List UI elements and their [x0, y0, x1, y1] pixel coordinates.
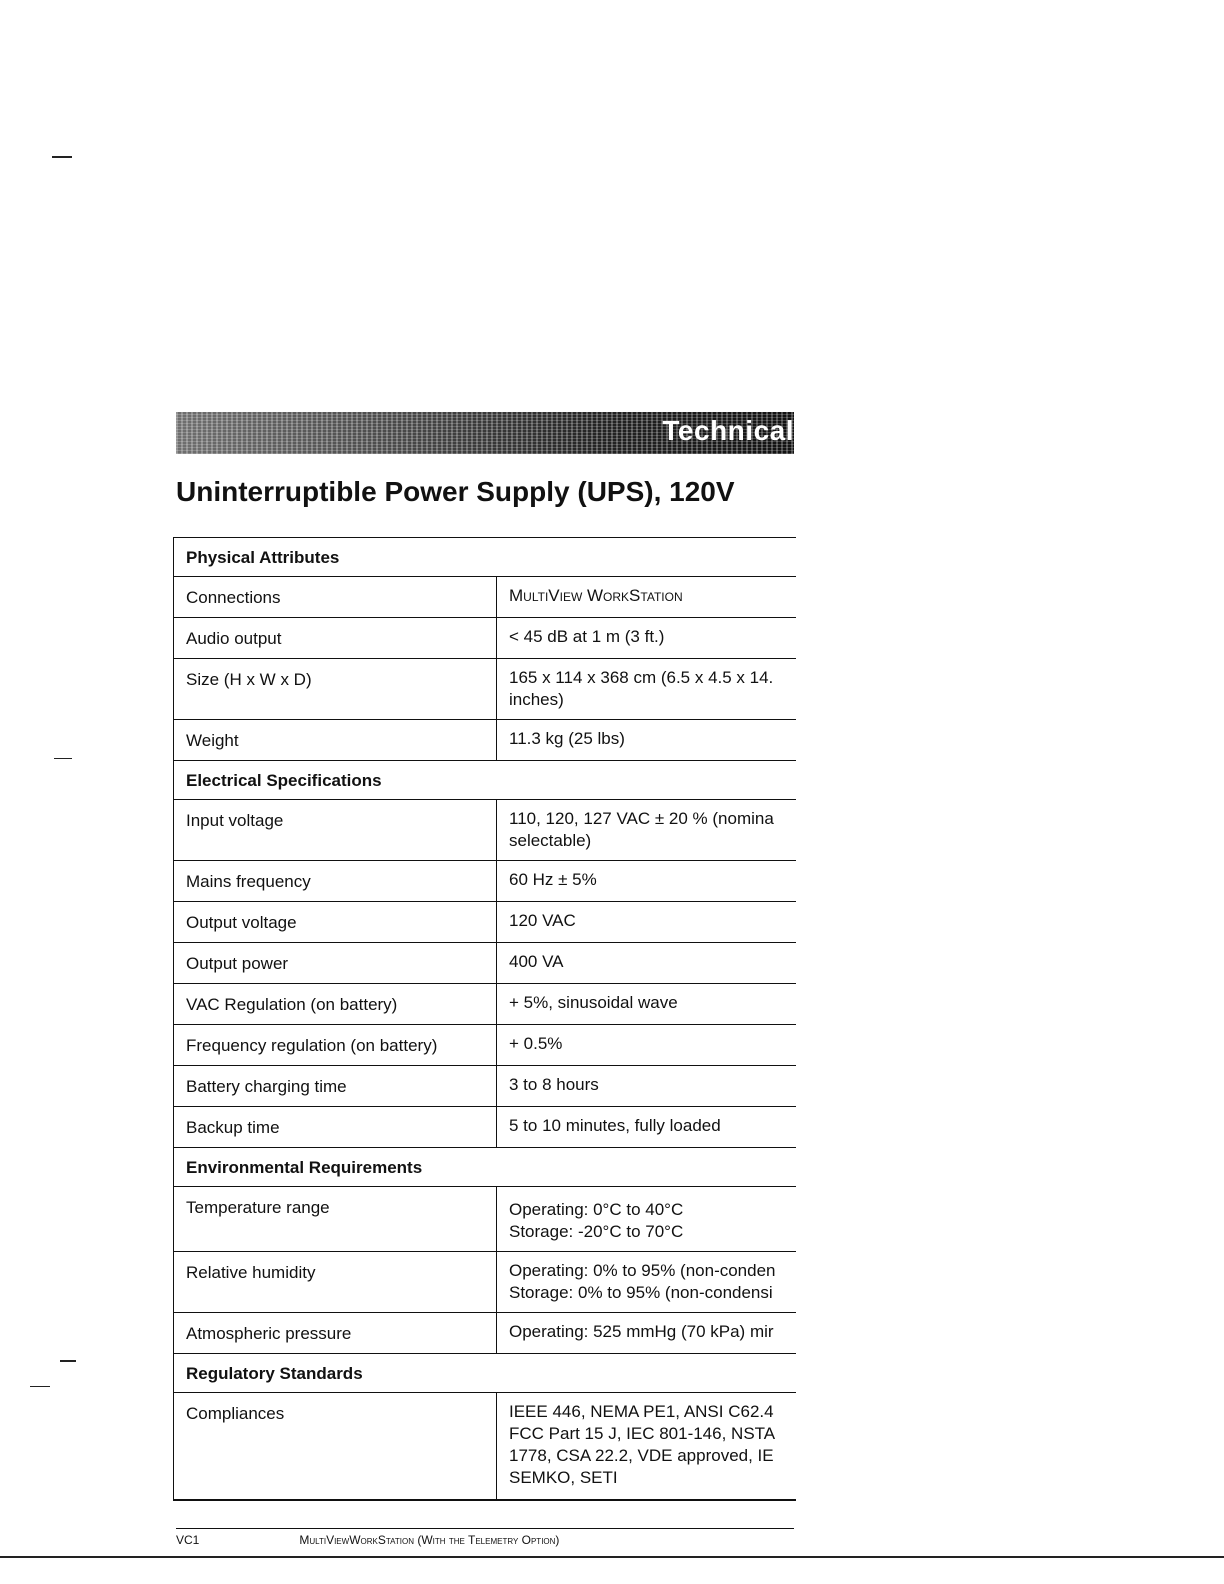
- table-row: [174, 861, 796, 902]
- row-label: Output power: [174, 943, 497, 984]
- table-row: [174, 800, 796, 861]
- row-value: [497, 577, 796, 618]
- value-line: 110, 120, 127 VAC ± 20 % (nomina: [509, 809, 774, 828]
- scan-mark: [54, 758, 72, 759]
- row-value: [497, 1252, 796, 1313]
- row-label: Input voltage: [174, 800, 497, 861]
- row-value: < 45 dB at 1 m (3 ft.): [497, 618, 796, 659]
- row-value: [497, 1187, 796, 1252]
- row-value: 60 Hz ± 5%: [497, 861, 796, 902]
- row-value: + 5%, sinusoidal wave: [497, 984, 796, 1025]
- value-line: SEMKO, SETI: [509, 1468, 618, 1487]
- section-heading: Environmental Requirements: [174, 1148, 796, 1187]
- scan-mark: [52, 156, 72, 158]
- row-label: Temperature range: [174, 1187, 497, 1252]
- row-value: 400 VA: [497, 943, 796, 984]
- table-row: [174, 1025, 796, 1066]
- table-row: [174, 984, 796, 1025]
- table-row: [174, 659, 796, 720]
- table-row: [174, 943, 796, 984]
- value-line: Operating: 0°C to 40°C: [509, 1200, 684, 1219]
- value-line: 165 x 114 x 368 cm (6.5 x 4.5 x 14.: [509, 668, 774, 687]
- page-footer: [176, 1533, 559, 1547]
- row-label: Battery charging time: [174, 1066, 497, 1107]
- table-row: [174, 1252, 796, 1313]
- row-value: 11.3 kg (25 lbs): [497, 720, 796, 761]
- row-label: VAC Regulation (on battery): [174, 984, 497, 1025]
- section-heading-row: [174, 1354, 796, 1393]
- row-label: Atmospheric pressure: [174, 1313, 497, 1354]
- row-value: Operating: 525 mmHg (70 kPa) mir: [497, 1313, 796, 1354]
- scan-mark: [30, 1386, 50, 1387]
- value-line: FCC Part 15 J, IEC 801-146, NSTA: [509, 1424, 776, 1443]
- spec-table: [173, 537, 796, 1501]
- row-label: Mains frequency: [174, 861, 497, 902]
- scan-mark: [60, 1360, 76, 1362]
- table-row: [174, 618, 796, 659]
- value-text: MultiView WorkStation: [509, 586, 683, 605]
- footer-text: MultiViewWorkStation (With the Telemetry Option): [299, 1533, 560, 1547]
- section-banner: [176, 412, 794, 454]
- section-heading-row: [174, 761, 796, 800]
- page-title: Uninterruptible Power Supply (UPS), 120V: [176, 476, 735, 507]
- row-value: 3 to 8 hours: [497, 1066, 796, 1107]
- row-label: Backup time: [174, 1107, 497, 1148]
- row-label: Compliances: [174, 1393, 497, 1501]
- value-line: IEEE 446, NEMA PE1, ANSI C62.4: [509, 1402, 774, 1421]
- section-heading: Regulatory Standards: [174, 1354, 796, 1393]
- footer-code: VC1: [176, 1533, 200, 1547]
- row-value: + 0.5%: [497, 1025, 796, 1066]
- row-label: Size (H x W x D): [174, 659, 497, 720]
- table-row: [174, 902, 796, 943]
- section-heading-row: [174, 538, 796, 577]
- bottom-rule: [0, 1556, 1224, 1558]
- row-label: Relative humidity: [174, 1252, 497, 1313]
- table-row: [174, 1187, 796, 1252]
- row-value: [497, 659, 796, 720]
- row-value: 5 to 10 minutes, fully loaded: [497, 1107, 796, 1148]
- value-line: selectable): [509, 831, 592, 850]
- row-label: Audio output: [174, 618, 497, 659]
- section-heading-row: [174, 1148, 796, 1187]
- section-heading: Physical Attributes: [174, 538, 796, 577]
- value-line: Storage: 0% to 95% (non-condensi: [509, 1283, 773, 1302]
- row-label: Frequency regulation (on battery): [174, 1025, 497, 1066]
- value-line: Operating: 0% to 95% (non-conden: [509, 1261, 776, 1280]
- table-row: [174, 1393, 796, 1501]
- table-row: [174, 577, 796, 618]
- row-label: Output voltage: [174, 902, 497, 943]
- table-row: [174, 1107, 796, 1148]
- table-row: [174, 1066, 796, 1107]
- value-line: 1778, CSA 22.2, VDE approved, IE: [509, 1446, 774, 1465]
- row-label: Weight: [174, 720, 497, 761]
- table-row: [174, 720, 796, 761]
- value-line: Storage: -20°C to 70°C: [509, 1222, 684, 1241]
- banner-title: Technical: [662, 415, 794, 446]
- table-row: [174, 1313, 796, 1354]
- footer-rule: [176, 1528, 794, 1529]
- value-line: inches): [509, 690, 564, 709]
- row-value: [497, 800, 796, 861]
- row-value: 120 VAC: [497, 902, 796, 943]
- row-label: Connections: [174, 577, 497, 618]
- section-heading: Electrical Specifications: [174, 761, 796, 800]
- row-value: [497, 1393, 796, 1501]
